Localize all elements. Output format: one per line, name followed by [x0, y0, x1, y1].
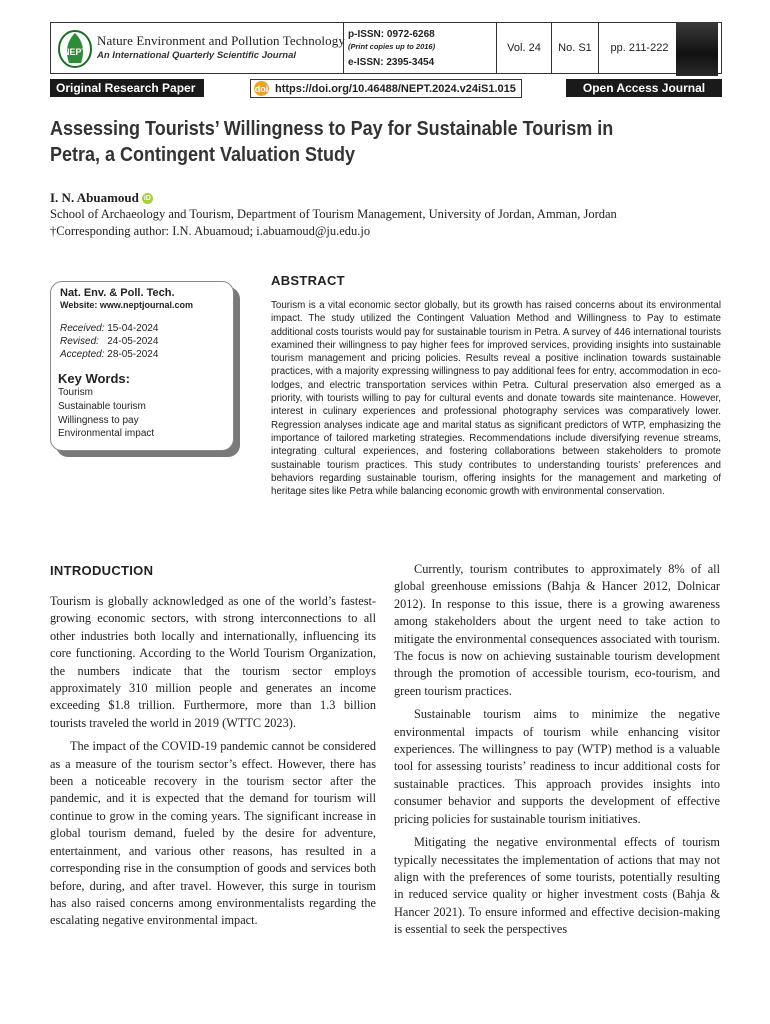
print-note: (Print copies up to 2016) [348, 42, 436, 51]
journal-abbreviation: Nat. Env. & Poll. Tech. [60, 287, 175, 299]
body-column-right [394, 561, 720, 945]
doi-icon: doi [254, 81, 269, 96]
accepted-date: Accepted: 28-05-2024 [60, 349, 159, 360]
introduction-heading: INTRODUCTION [50, 563, 154, 578]
paragraph: Tourism is globally acknowledged as one of the world’s fastest-growing economic sectors, with strong interconnections to all other industries both locally and internationally, influencing its core functioning. According to the World Tourism Organization, the numbers indicate that the tourism sector employs approximately 310 million people and generates an income exceeding $1.8 trillion. Furthermore, more than 1.3 billion tourists traveled the world in 2019 (WTTC 2023). [50, 594, 376, 730]
paragraph: Mitigating the negative environmental effects of tourism typically necessitates the implementation of actions that may not align with the preferences of some tourists, potentially resulting in reduced service quality or higher investment costs (Bahja & Hancer 2021). To ensure informed and effective decision-making is essential to seek the perspectives [394, 835, 720, 937]
keyword-item: Environmental impact [58, 428, 155, 439]
keyword-item: Tourism [58, 387, 94, 398]
journal-subtitle: An International Quarterly Scientific Journal [97, 50, 297, 61]
journal-website[interactable]: Website: www.neptjournal.com [60, 300, 194, 310]
journal-header [50, 22, 722, 74]
received-date: Received: 15-04-2024 [60, 323, 159, 334]
paper-type-bar: Original Research Paper [50, 79, 204, 97]
abstract-heading: ABSTRACT [271, 273, 345, 288]
pages-cell: pp. 211-222 [598, 23, 680, 73]
paragraph: The impact of the COVID-19 pandemic cannot be considered as a measure of the tourism sector’s effect. However, there has been a noticeable recovery in the tourism sector after the pandemic, and it is expected that the demand for tourism will continue to grow in the coming years. The significant increase in global tourism demand, fueled by the desire for adventure, entertainment, and various other reasons, has resulted in a corresponding rise in the consumption of goods and services both before, during, and after travel. However, this surge in tourism has also raised concerns among environmentalists regarding the escalating negative environmental impact. [50, 739, 376, 928]
body-column-left [50, 593, 376, 936]
orcid-icon[interactable]: iD [143, 194, 151, 202]
journal-name: Nature Environment and Pollution Technology [97, 33, 345, 48]
issue-cell: No. S1 [551, 23, 598, 73]
affiliation: School of Archaeology and Tourism, Department of Tourism Management, University of Jordan, Amman, Jordan [50, 207, 617, 221]
paragraph: Sustainable tourism aims to minimize the negative environmental impacts of tourism while enhancing visitor experiences. The willingness to pay (WTP) method is a valuable tool for assessing tourists’ readiness to incur additional costs for sustainable practices. This approach provides insights into consumer behavior and supports the development of effective pricing policies for sustainable tourism initiatives. [394, 707, 720, 826]
svg-text:NEPT: NEPT [62, 47, 88, 57]
revised-date: Revised: 24-05-2024 [60, 336, 159, 347]
open-access-bar: Open Access Journal [566, 79, 722, 97]
keyword-item: Willingness to pay [58, 415, 139, 426]
issn-cell [343, 23, 496, 73]
abstract-text: Tourism is a vital economic sector globally, but its growth has raised concerns about its environmental impact. The study utilized the Contingent Valuation Method and Willingness to Pay to estimate additional costs tourists would pay for sustainable tourism in Petra. A survey of 446 international tourists examined their willingness to pay higher fees for improved services, providing insights into sustainable tourism management and pricing policies. Results reveal a positive inclination towards sustainable practices, with a majority expressing willingness to pay additional fees for entry, accommodation in eco-lodges, and electric transportation services within Petra. Cultural preservation also emerged as a priority, with tourists willing to pay for cultural events and donate towards site maintenance. However, interest in culinary experiences and professional photography services was comparatively lower. Regression analyses indicate age and marital status as significant predictors of WTP, emphasizing the importance of tailored marketing strategies. Recommendations include diversifying revenue streams, integrating cultural experiences, and fostering collaborations between stakeholders to promote sustainable tourism practices. This study contributes to understanding tourists’ preferences and behaviors regarding sustainable tourism, offering insights for the management and marketing of heritage sites like Petra while balancing economic growth with environmental conservation. [271, 300, 721, 498]
e-issn: e-ISSN: 2395-3454 [348, 57, 435, 68]
author-line [50, 190, 153, 206]
author-name: I. N. Abuamoud [50, 190, 139, 205]
volume-cell: Vol. 24 [496, 23, 551, 73]
corresponding-author: †Corresponding author: I.N. Abuamoud; i.abuamoud@ju.edu.jo [50, 224, 371, 238]
doi-box[interactable] [250, 79, 522, 98]
p-issn: p-ISSN: 0972-6268 [348, 29, 435, 40]
keyword-item: Sustainable tourism [58, 401, 146, 412]
article-title: Assessing Tourists’ Willingness to Pay for Sustainable Tourism in Petra, a Contingent Valuation Study [50, 118, 614, 166]
doi-link[interactable]: https://doi.org/10.46488/NEPT.2024.v24iS1.015 [275, 82, 516, 95]
journal-logo-icon [57, 27, 93, 69]
paragraph: Currently, tourism contributes to approximately 8% of all global greenhouse emissions (Bahja & Hancer 2012, Dolnicar 2012). In response to this issue, there is a growing awareness among stakeholders about the urgent need to take action to mitigate the environmental consequences associated with tourism. The focus is now on achieving sustainable tourism development through the promotion of accessible tourism, eco-tourism, and green tourism practices. [394, 562, 720, 698]
keywords-heading: Key Words: [58, 371, 130, 386]
journal-cover-image [676, 22, 718, 76]
